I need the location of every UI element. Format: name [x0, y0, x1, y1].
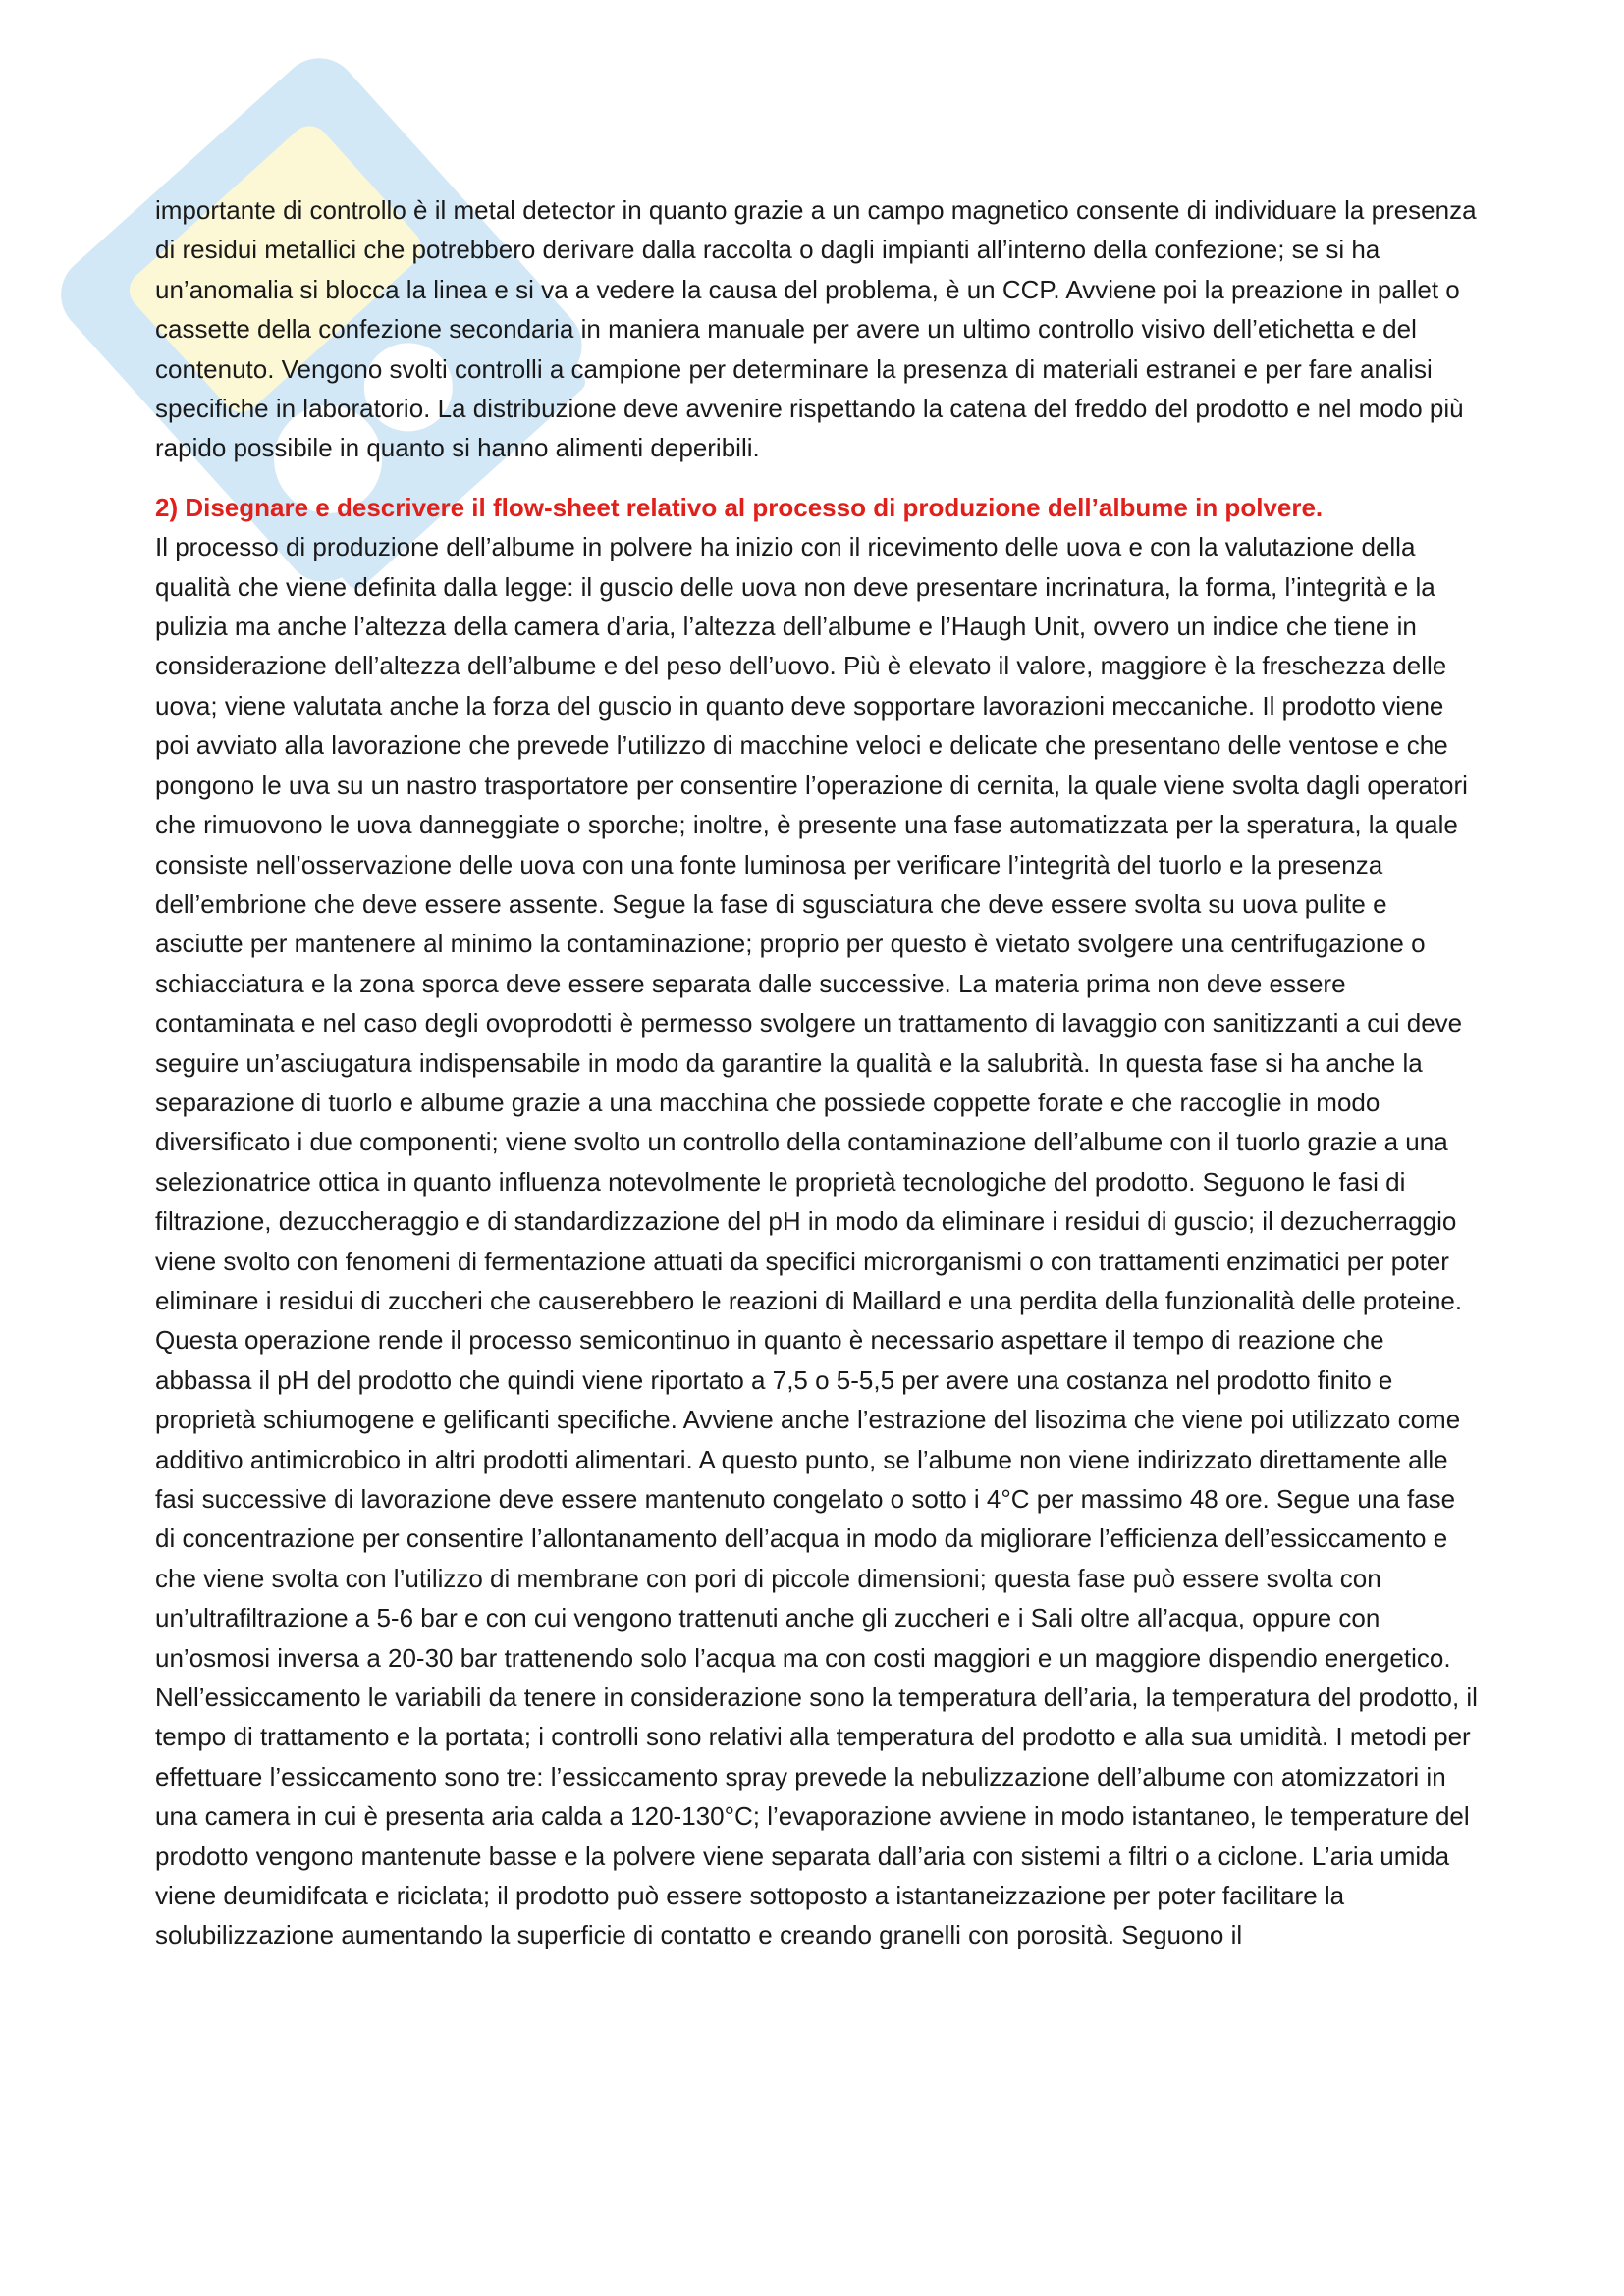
- paragraph-albume-process: Il processo di produzione dell’albume in polvere ha inizio con il ricevimento delle uova e con la valutazione della qualità che viene definita dalla legge: il guscio delle uova non deve presentare incrinatura, la forma, l’integrità e la pulizia ma anche l’altezza della camera d’aria, l’altezza dell’albume e l’Haugh Unit, ovvero un indice che tiene in considerazione dell’altezza dell’albume e del peso dell’uovo. Più è elevato il valore, maggiore è la freschezza delle uova; viene valutata anche la forza del guscio in quanto deve sopportare lavorazioni meccaniche. Il prodotto viene poi avviato alla lavorazione che prevede l’utilizzo di macchine veloci e delicate che presentano delle ventose e che pongono le uva su un nastro trasportatore per consentire l’operazione di cernita, la quale viene svolta dagli operatori che rimuovono le uova danneggiate o sporche; inoltre, è presente una fase automatizzata per la speratura, la quale consiste nell’osservazione delle uova con una fonte luminosa per verificare l’integrità del tuorlo e la presenza dell’embrione che deve essere assente. Segue la fase di sgusciatura che deve essere svolta su uova pulite e asciutte per mantenere al minimo la contaminazione; proprio per questo è vietato svolgere una centrifugazione o schiacciatura e la zona sporca deve essere separata dalle successive. La materia prima non deve essere contaminata e nel caso degli ovoprodotti è permesso svolgere un trattamento di lavaggio con sanitizzanti a cui deve seguire un’asciugatura indispensabile in modo da garantire la qualità e la salubrità. In questa fase si ha anche la separazione di tuorlo e albume grazie a una macchina che possiede coppette forate e che raccoglie in modo diversificato i due componenti; viene svolto un controllo della contaminazione dell’albume con il tuorlo grazie a una selezionatrice ottica in quanto influenza notevolmente le proprietà tecnologiche del prodotto. Seguono le fasi di filtrazione, dezuccheraggio e di standardizzazione del pH in modo da eliminare i residui di guscio; il dezucherraggio viene svolto con fenomeni di fermentazione attuati da specifici microrganismi o con trattamenti enzimatici per poter eliminare i residui di zuccheri che causerebbero le reazioni di Maillard e una perdita della funzionalità delle proteine. Questa operazione rende il processo semicontinuo in quanto è necessario aspettare il tempo di reazione che abbassa il pH del prodotto che quindi viene riportato a 7,5 o 5-5,5 per avere una costanza nel prodotto finito e proprietà schiumogene e gelificanti specifiche. Avviene anche l’estrazione del lisozima che viene poi utilizzato come additivo antimicrobico in altri prodotti alimentari. A questo punto, se l’albume non viene indirizzato direttamente alle fasi successive di lavorazione deve essere mantenuto congelato o sotto i 4°C per massimo 48 ore. Segue una fase di concentrazione per consentire l’allontanamento dell’acqua in modo da migliorare l’efficienza dell’essiccamento e che viene svolta con l’utilizzo di membrane con pori di piccole dimensioni; questa fase può essere svolta con un’ultrafiltrazione a 5-6 bar e con cui vengono trattenuti anche gli zuccheri e i Sali oltre all’acqua, oppure con un’osmosi inversa a 20-30 bar trattenendo solo l’acqua ma con costi maggiori e un maggiore dispendio energetico. Nell’essiccamento le variabili da tenere in considerazione sono la temperatura dell’aria, la temperatura del prodotto, il tempo di trattamento e la portata; i controlli sono relativi alla temperatura del prodotto e alla sua umidità. I metodi per effettuare l’essiccamento sono tre: l’essiccamento spray prevede la nebulizzazione dell’albume con atomizzatori in una camera in cui è presenta aria calda a 120-130°C; l’evaporazione avviene in modo istantaneo, le temperature del prodotto vengono mantenute basse e la polvere viene separata dall’aria con sistemi a filtri o a ciclone. L’aria umida viene deumidifcata e riciclata; il prodotto può essere sottoposto a istantaneizzazione per poter facilitare la solubilizzazione aumentando la superficie di contatto e creando granelli con porosità. Seguono il: [155, 532, 1478, 1950]
- section-heading: 2) Disegnare e descrivere il flow-sheet relativo al processo di produzione dell’albume in polvere.: [155, 492, 1324, 522]
- paragraph-continuation: importante di controllo è il metal detector in quanto grazie a un campo magnetico consente di individuare la presenza di residui metallici che potrebbero derivare dalla raccolta o dagli impianti all’interno della confezione; se si ha un’anomalia si blocca la linea e si va a vedere la causa del problema, è un CCP. Avviene poi la preazione in pallet o cassette della confezione secondaria in maniera manuale per avere un ultimo controllo visivo dell’etichetta e del contenuto. Vengono svolti controlli a campione per determinare la presenza di materiali estranei e per fare analisi specifiche in laboratorio. La distribuzione deve avvenire rispettando la catena del freddo del prodotto e nel modo più rapido possibile in quanto si hanno alimenti deperibili.: [155, 195, 1477, 463]
- document-body: [155, 190, 1481, 1955]
